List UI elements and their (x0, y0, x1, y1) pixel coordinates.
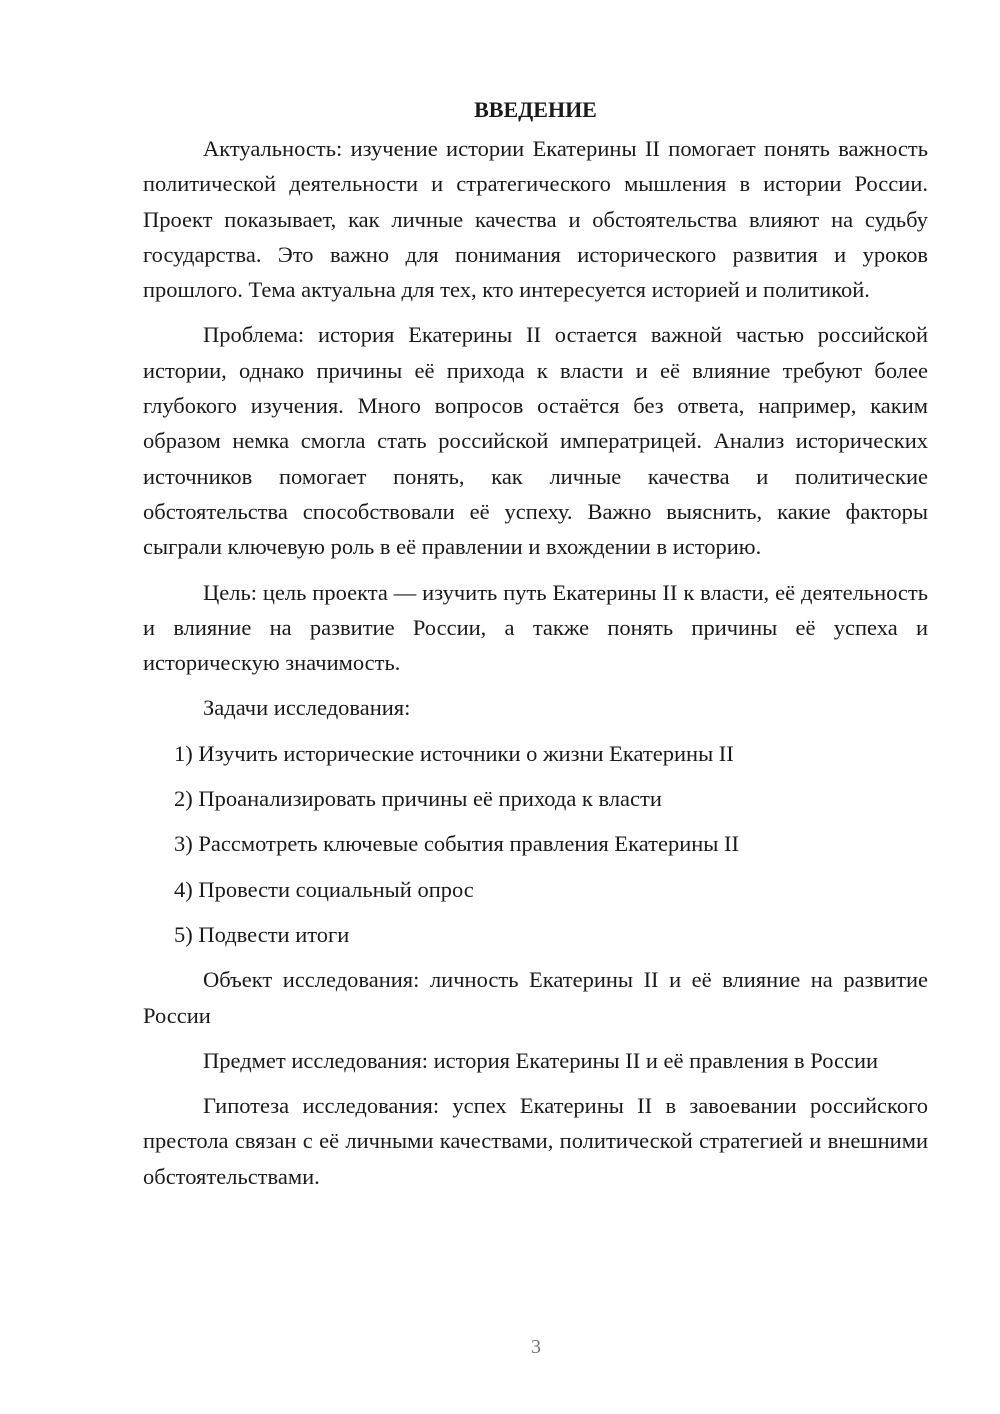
list-item: 2) Проанализировать причины её прихода к власти (174, 786, 662, 812)
tasks-heading: Задачи исследования: (203, 695, 411, 721)
document-page (143, 95, 928, 1204)
tasks-list (143, 736, 928, 952)
subject-paragraph: Предмет исследования: история Екатерины II и её правления в России (203, 1047, 879, 1073)
object-paragraph: Объект исследования: личность Екатерины II и её влияние на развитие России (143, 967, 928, 1028)
relevance-paragraph: Актуальность: изучение истории Екатерины II помогает понять важность политической деятельности и стратегического мышления в истории России. Проект показывает, как личные качества и обстоятельства влияют на судьбу государства. Это важно для понимания исторического развития и уроков прошлого. Тема актуальна для тех, кто интересуется историей и политикой. (143, 136, 928, 303)
list-item: 3) Рассмотреть ключевые события правления Екатерины II (174, 831, 740, 857)
page-title: ВВЕДЕНИЕ (474, 97, 597, 122)
list-item: 1) Изучить исторические источники о жизни Екатерины II (174, 740, 734, 766)
hypothesis-paragraph: Гипотеза исследования: успех Екатерины II в завоевании российского престола связан с её личными качествами, политической стратегией и внешними обстоятельствами. (143, 1093, 928, 1189)
list-item: 5) Подвести итоги (174, 921, 350, 947)
page-number: 3 (531, 1336, 541, 1358)
goal-paragraph: Цель: цель проекта — изучить путь Екатерины II к власти, её деятельность и влияние на развитие России, а также понять причины её успеха и историческую значимость. (143, 579, 928, 676)
problem-paragraph: Проблема: история Екатерины II остается важной частью российской истории, однако причины её прихода к власти и её влияние требуют более глубокого изучения. Много вопросов остаётся без ответа, например, каким образом немка смогла стать российской императрицей. Анализ исторических источников помогает понять, как личные качества и политические обстоятельства способствовали её успеху. Важно выяснить, какие факторы сыграли ключевую роль в её правлении и вхождении в историю. (143, 322, 928, 560)
list-item: 4) Провести социальный опрос (174, 876, 474, 902)
